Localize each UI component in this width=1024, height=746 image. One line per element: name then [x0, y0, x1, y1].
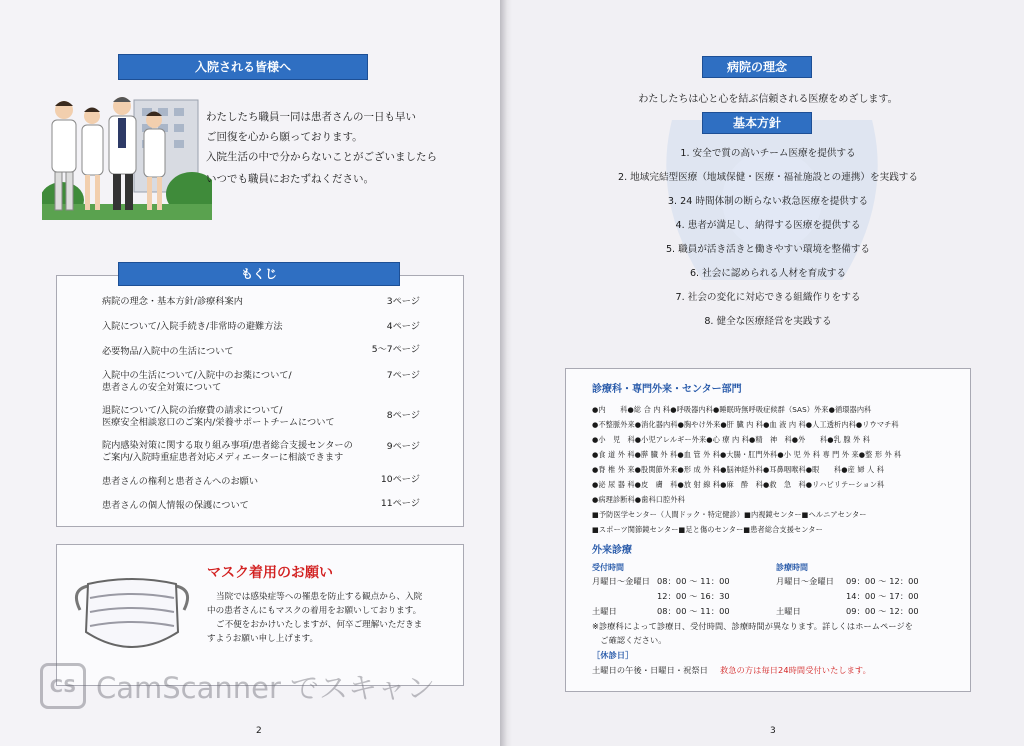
dept-line: ■スポーツ関節鏡センター■足と傷のセンター■患者総合支援センター	[592, 525, 823, 534]
departments-title: 診療科・専門外来・センター部門	[592, 384, 742, 395]
page-number: 3	[770, 726, 776, 736]
toc-item: 病院の理念・基本方針/診療科案内	[102, 296, 243, 307]
toc-item: 入院中の生活について/入院中のお薬について/	[102, 370, 292, 381]
welcome-line: 入院生活の中で分からないことがございましたら	[206, 151, 437, 163]
page-number: 2	[256, 726, 262, 736]
outpatient-title: 外来診療	[592, 545, 632, 556]
reception-title: 受付時間	[592, 563, 624, 572]
mask-text-line: すようお願い申し上げます。	[207, 634, 319, 644]
book-gutter	[500, 0, 512, 746]
toc-box	[56, 275, 464, 527]
toc-item: 退院について/入院の治療費の請求について/	[102, 405, 283, 416]
toc-title: もくじ	[118, 262, 400, 286]
welcome-title: 入院される皆様へ	[118, 54, 368, 80]
note-line: ご確認ください。	[592, 635, 667, 645]
toc-page: 4ページ	[386, 321, 420, 332]
face-mask-icon	[74, 570, 190, 666]
philosophy-text: わたしたちは心と心を結ぶ信頼される医療をめざします。	[638, 94, 898, 105]
dept-line: ●泌 尿 器 科●皮 膚 科●放 射 線 科●麻 酔 科●救 急 科●リハビリテーション科	[592, 480, 885, 489]
toc-item: 患者さんの安全対策について	[102, 382, 222, 393]
clinic-time: 14：00 〜 17：00	[846, 591, 919, 601]
toc-item: 医療安全相談窓口のご案内/栄養サポートチームについて	[102, 417, 335, 428]
dept-line: ■予防医学センター（人間ドック・特定健診）■内視鏡センター■ヘルニアセンター	[592, 510, 867, 519]
welcome-line: わたしたち職員一同は患者さんの一日も早い	[206, 111, 416, 123]
toc-item: 入院について/入院手続き/非常時の避難方法	[102, 321, 283, 332]
welcome-line: いつでも職員におたずねください。	[206, 173, 374, 185]
reception-day: 月曜日〜金曜日	[592, 576, 651, 586]
policy-item: 6. 社会に認められる人材を育成する	[689, 268, 847, 279]
policy-item: 5. 職員が活き活きと働きやすい環境を整備する	[665, 244, 871, 255]
holiday-text: 土曜日の午後・日曜日・祝祭日	[592, 665, 709, 675]
watermark-text: CamScanner でスキャン	[96, 670, 436, 705]
toc-item: 院内感染対策に関する取り組み事項/患者総合支援センターの	[102, 440, 353, 451]
toc-item: 患者さんの個人情報の保護について	[102, 500, 249, 511]
clinic-day: 月曜日〜金曜日	[776, 576, 835, 586]
dept-line: ●病理診断科●歯科口腔外科	[592, 495, 685, 504]
policy-item: 8. 健全な医療経営を実践する	[704, 316, 832, 327]
toc-page: 11ページ	[380, 498, 420, 509]
left-page	[0, 0, 500, 746]
policy-title: 基本方針	[702, 112, 812, 134]
toc-item: 必要物品/入院中の生活について	[102, 346, 234, 357]
dept-line: ●食 道 外 科●膵 臓 外 科●血 管 外 科●大腸・肛門外科●小 児 外 科 専 門 外 来●整 形 外 科	[592, 450, 902, 459]
toc-item: ご案内/入院時重症患者対応メディエーターに相談できます	[102, 452, 344, 463]
mask-text-line: 中の患者さんにもマスクの着用をお願いしております。	[207, 606, 422, 616]
holiday-title: ［休診日］	[592, 650, 634, 660]
clinic-time: 09：00 〜 12：00	[846, 606, 919, 616]
reception-time: 08：00 〜 11：00	[657, 606, 730, 616]
toc-page: 8ページ	[386, 410, 420, 421]
mask-text-line: 当院では感染症等への罹患を防止する観点から、入院	[216, 592, 423, 602]
toc-page: 10ページ	[380, 474, 420, 485]
toc-page: 7ページ	[386, 370, 420, 381]
dept-line: ●脊 椎 外 来●股関節外来●形 成 外 科●脳神経外科●耳鼻咽喉科●眼 科●産 婦 人 科	[592, 465, 884, 474]
policy-item: 1. 安全で質の高いチーム医療を提供する	[680, 148, 856, 159]
dept-line: ●小 児 科●小児アレルギー外来●心 療 内 科●精 神 科●外 科●乳 腺 外 科	[592, 435, 870, 444]
reception-time: 08：00 〜 11：00	[657, 576, 730, 586]
policy-item: 2. 地域完結型医療（地域保健・医療・福祉施設との連携）を実践する	[617, 172, 918, 183]
clinic-time: 09：00 〜 12：00	[846, 576, 919, 586]
clinic-day: 土曜日	[776, 606, 801, 616]
dept-line: ●内 科●総 合 内 科●呼吸器内科●睡眠時無呼吸症候群（SAS）外来●循環器内科	[592, 405, 872, 414]
toc-page: 5〜7ページ	[371, 344, 420, 355]
policy-item: 3. 24 時間体制の断らない救急医療を提供する	[667, 196, 869, 207]
reception-day: 土曜日	[592, 606, 617, 616]
policy-item: 4. 患者が満足し、納得する医療を提供する	[675, 220, 861, 231]
clinic-hours-title: 診療時間	[776, 563, 808, 572]
camscanner-logo-icon: CS	[40, 663, 86, 709]
reception-time: 12：00 〜 16：30	[657, 591, 730, 601]
mask-title: マスク着用のお願い	[207, 565, 333, 581]
toc-page: 3ページ	[386, 296, 420, 307]
note-line: ※診療科によって診療日、受付時間、診療時間が異なります。詳しくはホームページを	[592, 621, 914, 631]
toc-item: 患者さんの権利と患者さんへのお願い	[102, 476, 259, 487]
emergency-text: 救急の方は毎日24時間受付いたします。	[720, 665, 871, 675]
dept-line: ●不整脈外来●消化器内科●胸やけ外来●肝 臓 内 科●血 液 内 科●人工透析内科●リウマチ科	[592, 420, 899, 429]
mask-text-line: ご不便をおかけいたしますが、何卒ご理解いただきま	[216, 620, 423, 630]
toc-page: 9ページ	[386, 441, 420, 452]
policy-item: 7. 社会の変化に対応できる組織作りをする	[675, 292, 861, 303]
camscanner-watermark	[40, 664, 435, 708]
welcome-line: ご回復を心から願っております。	[206, 131, 363, 143]
philosophy-title: 病院の理念	[702, 56, 812, 78]
staff-illustration	[42, 92, 212, 220]
